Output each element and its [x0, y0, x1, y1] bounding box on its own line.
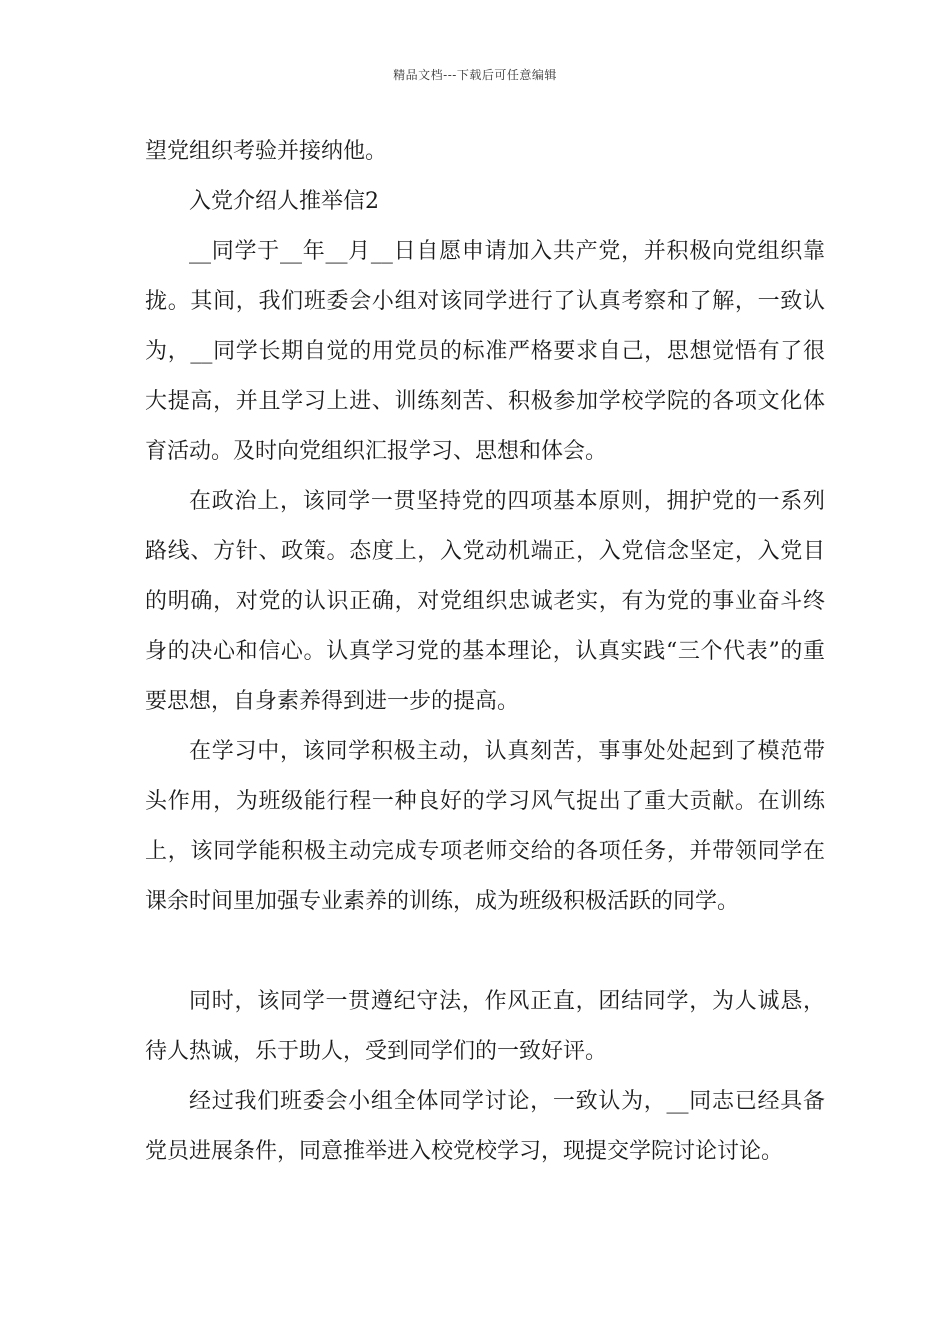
- paragraph-5: 经过我们班委会小组全体同学讨论，一致认为，__同志已经具备党员进展条件，同意推举进入校党校学习，现提交学院讨论讨论。: [145, 1089, 825, 1164]
- page-header: 精品文档---下载后可任意编辑: [393, 68, 557, 82]
- blank-line: [145, 927, 825, 977]
- paragraph-4: 同时，该同学一贯遵纪守法，作风正直，团结同学，为人诚恳，待人热诚，乐于助人，受到同学们的一致好评。: [145, 989, 825, 1064]
- paragraph-2: 在政治上，该同学一贯坚持党的四项基本原则，拥护党的一系列路线、方针、政策。态度上，入党动机端正，入党信念坚定，入党目的明确，对党的认识正确，对党组织忠诚老实，有为党的事业奋斗终身的决心和信心。认真学习党的基本理论，认真实践“三个代表”的重要思想，自身素养得到进一步的提高。: [145, 489, 825, 714]
- letter-title: 入党介绍人推举信2: [189, 189, 379, 214]
- document-body: [145, 127, 825, 1177]
- paragraph-1: __同学于__年__月__日自愿申请加入共产党，并积极向党组织靠拢。其间，我们班委会小组对该同学进行了认真考察和了解，一致认为，__同学长期自觉的用党员的标准严格要求自己，思想觉悟有了很大提高，并且学习上进、训练刻苦、积极参加学校学院的各项文化体育活动。及时向党组织汇报学习、思想和体会。: [145, 239, 825, 464]
- continuation-text: 望党组织考验并接纳他。: [145, 139, 388, 164]
- paragraph-3: 在学习中，该同学积极主动，认真刻苦，事事处处起到了模范带头作用，为班级能行程一种良好的学习风气捉出了重大贡献。在训练上，该同学能积极主动完成专项老师交给的各项任务，并带领同学在课余时间里加强专业素养的训练，成为班级积极活跃的同学。: [145, 739, 825, 914]
